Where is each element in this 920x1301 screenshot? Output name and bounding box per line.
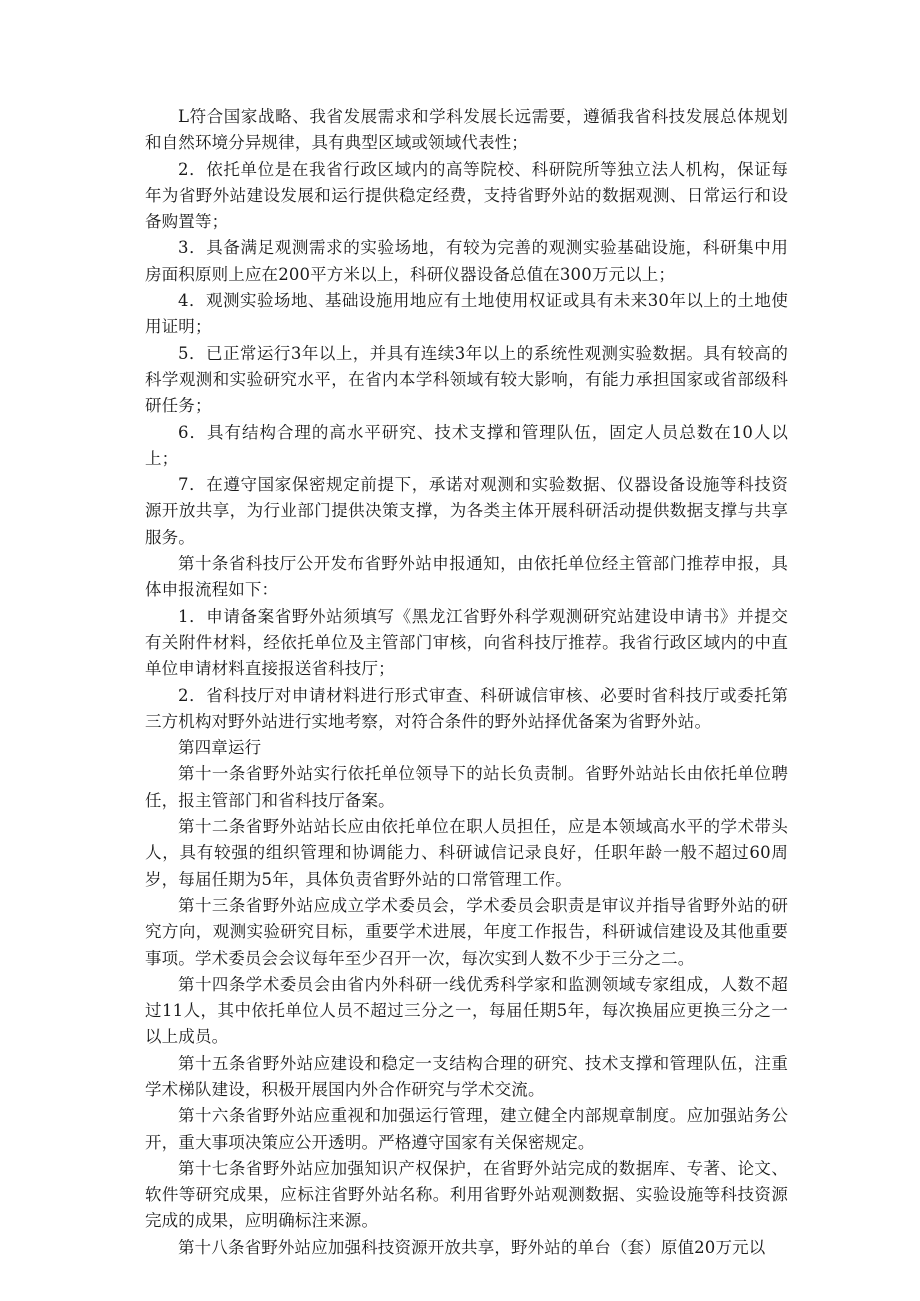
paragraph-criterion-7: 7．在遵守国家保密规定前提下，承诺对观测和实验数据、仪器设备设施等科技资源开放共享，为行业部门提供决策支撑，为各类主体开展科研活动提供数据支撑与共享服务。 (145, 475, 788, 547)
paragraph-article-12: 第十二条省野外站站长应由依托单位在职人员担任，应是本领域高水平的学术带头人，具有较强的组织管理和协调能力、科研诚信记录良好，任职年龄一般不超过60周岁，每届任期为5年，具体负责省野外站的口常管理工作。 (145, 817, 788, 889)
paragraph-article-17: 第十七条省野外站应加强知识产权保护，在省野外站完成的数据库、专著、论文、软件等研究成果，应标注省野外站名称。利用省野外站观测数据、实验设施等科技资源完成的成果，应明确标注来源。 (145, 1158, 788, 1231)
paragraph-criterion-6: 6．具有结构合理的高水平研究、技术支撑和管理队伍，固定人员总数在10人以上； (145, 422, 788, 468)
paragraph-article-14: 第十四条学术委员会由省内外科研一线优秀科学家和监测领域专家组成，人数不超过11人，其中依托单位人员不超过三分之一，每届任期5年，每次换届应更换三分之一以上成员。 (145, 974, 788, 1047)
paragraph-criterion-4: 4．观测实验场地、基础设施用地应有土地使用权证或具有未来30年以上的土地使用证明； (145, 291, 788, 337)
document-body (145, 104, 788, 1261)
paragraph-article-10: 第十条省科技厅公开发布省野外站申报通知，由依托单位经主管部门推荐申报，具体申报流程如下： (145, 554, 788, 600)
paragraph-procedure-1: 1．申请备案省野外站须填写《黑龙江省野外科学观测研究站建设申请书》并提交有关附件材料，经依托单位及主管部门审核，向省科技厅推荐。我省行政区域内的中直单位申请材料直接报送省科技厅； (145, 606, 788, 679)
paragraph-article-11: 第十一条省野外站实行依托单位领导下的站长负责制。省野外站站长由依托单位聘任，报主管部门和省科技厅备案。 (145, 764, 788, 810)
paragraph-article-18: 第十八条省野外站应加强科技资源开放共享，野外站的单台（套）原值20万元以 (178, 1237, 766, 1257)
paragraph-criterion-5: 5．已正常运行3年以上，并具有连续3年以上的系统性观测实验数据。具有较高的科学观测和实验研究水平，在省内本学科领域有较大影响，有能力承担国家或省部级科研任务； (145, 343, 788, 416)
paragraph-procedure-2: 2．省科技厅对申请材料进行形式审查、科研诚信审核、必要时省科技厅或委托第三方机构对野外站进行实地考察，对符合条件的野外站择优备案为省野外站。 (145, 685, 788, 731)
chapter-heading: 第四章运行 (178, 738, 262, 758)
paragraph-article-13: 第十三条省野外站应成立学术委员会，学术委员会职责是审议并指导省野外站的研究方向，观测实验研究目标，重要学术进展，年度工作报告，科研诚信建设及其他重要事项。学术委员会会议每年至少召开一次，每次实到人数不少于三分之二。 (145, 895, 788, 968)
paragraph-criterion-1: L符合国家战略、我省发展需求和学科发展长远需要，遵循我省科技发展总体规划和自然环境分异规律，具有典型区域或领域代表性； (145, 107, 788, 153)
paragraph-article-15: 第十五条省野外站应建设和稳定一支结构合理的研究、技术支撑和管理队伍，注重学术梯队建设，积极开展国内外合作研究与学术交流。 (145, 1053, 788, 1099)
paragraph-criterion-2: 2．依托单位是在我省行政区域内的高等院校、科研院所等独立法人机构，保证每年为省野外站建设发展和运行提供稳定经费，支持省野外站的数据观测、日常运行和设备购置等； (145, 159, 788, 232)
paragraph-criterion-3: 3．具备满足观测需求的实验场地，有较为完善的观测实验基础设施，科研集中用房面积原则上应在200平方米以上，科研仪器设备总值在300万元以上； (145, 238, 788, 284)
paragraph-article-16: 第十六条省野外站应重视和加强运行管理，建立健全内部规章制度。应加强站务公开，重大事项决策应公开透明。严格遵守国家有关保密规定。 (145, 1106, 788, 1152)
